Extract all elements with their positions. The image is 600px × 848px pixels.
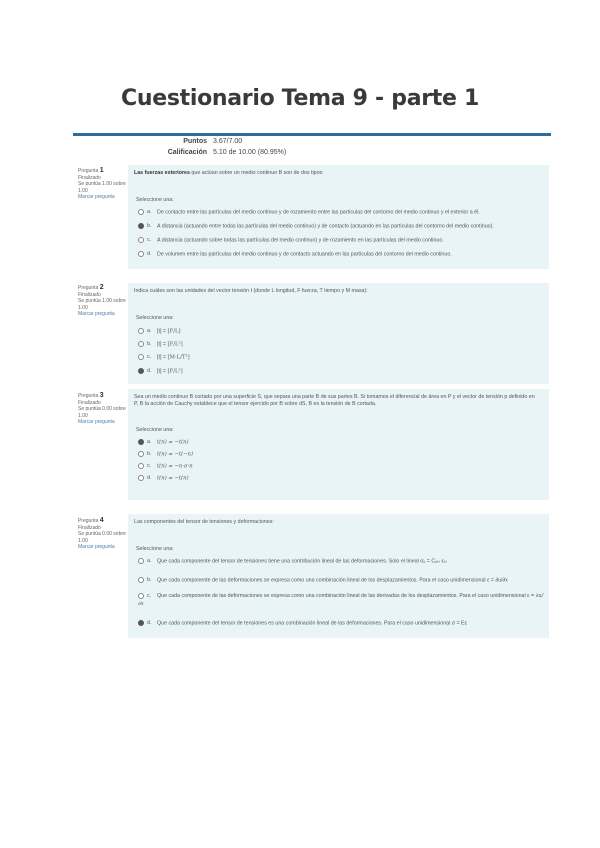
- answer-option[interactable]: a. t(n) = −t(n): [138, 439, 548, 446]
- question-label: Pregunta: [78, 518, 99, 524]
- question-text: Las fuerzas exteriores que actúan sobre un medio continuo B son de dos tipos:: [134, 170, 324, 176]
- grade-label: Calificación: [167, 149, 207, 156]
- flag-question-link[interactable]: Marcar pregunta: [78, 419, 115, 425]
- radio-button[interactable]: [138, 439, 144, 445]
- radio-button[interactable]: [138, 341, 144, 347]
- answer-option[interactable]: c. t(n) = −n·σ·n: [138, 463, 548, 470]
- question-info-2: [78, 285, 128, 318]
- question-info-4: [78, 518, 128, 551]
- question-number: 1: [99, 167, 104, 174]
- radio-button[interactable]: [138, 475, 144, 481]
- question-info-1: [78, 168, 128, 201]
- answer-option[interactable]: d. De volumen entre las partículas del medio continuo y de contacto actuando en las partículas del contorno del medio continuo.: [138, 251, 548, 258]
- radio-button[interactable]: [138, 354, 144, 360]
- radio-button[interactable]: [138, 223, 144, 229]
- question-score: Se puntúa 0.00 sobre 1.00: [78, 406, 126, 419]
- radio-button[interactable]: [138, 463, 144, 469]
- radio-button[interactable]: [138, 577, 144, 583]
- grade-value: 5.10 de 10.00 (80.95%): [213, 149, 287, 156]
- radio-button[interactable]: [138, 593, 144, 599]
- question-status: Finalizado: [78, 174, 101, 181]
- answer-option[interactable]: c. A distancia (actuando sobre todas las partículas del medio continuo) y de rozamiento en las partículas del medio continuo.: [138, 237, 548, 244]
- question-status: Finalizado: [78, 399, 101, 406]
- answer-option[interactable]: b. [t] = [F/L²]: [138, 341, 548, 348]
- summary-table: [73, 136, 551, 160]
- answer-option[interactable]: b. Que cada componente de las deformaciones se expresa como una combinación lineal de los desplazamientos. Para el caso unidimensional ε = ∂u/∂x: [138, 577, 548, 584]
- radio-button[interactable]: [138, 620, 144, 626]
- question-label: Pregunta: [78, 168, 99, 174]
- question-content-3: [128, 389, 549, 500]
- answer-option[interactable]: b. A distancia (actuando entre todas las partículas del medio continuo) y de contacto (actuando en las partículas del contorno del medio continuo).: [138, 223, 548, 230]
- question-text: Indica cuáles son las unidades del vector tensión t (donde L longitud, F fuerza, T tiempo y M masa):: [134, 288, 368, 294]
- answer-option[interactable]: a. De contacto entre las partículas del medio continuo y de rozamiento entre las partículas del contorno del medio continuo y el exterior a él.: [138, 209, 548, 216]
- flag-question-link[interactable]: Marcar pregunta: [78, 311, 115, 317]
- points-label: Puntos: [183, 138, 207, 145]
- answer-option[interactable]: c. [t] = [M·L/T²]: [138, 354, 548, 361]
- answer-option[interactable]: a. Que cada componente del tensor de tensiones tiene una contribución lineal de las deformaciones. Solo el lineal σᵢⱼ = Cᵢⱼₖₗ εₖₗ: [138, 558, 548, 565]
- question-number: 3: [99, 392, 104, 399]
- question-content-2: [128, 283, 549, 384]
- question-info-3: [78, 393, 128, 426]
- answer-option[interactable]: c. Que cada componente de las deformaciones se expresa como una combinación lineal de las derivadas de los desplazamientos. Para el caso unidimensional ε = ∂u/∂x: [138, 593, 544, 607]
- question-number: 4: [99, 517, 104, 524]
- radio-button[interactable]: [138, 237, 144, 243]
- question-score: Se puntúa 1.00 sobre 1.00: [78, 298, 126, 311]
- select-label: Seleccione una:: [136, 197, 174, 203]
- select-label: Seleccione una:: [136, 546, 174, 552]
- question-text: Sea un medio continuo B cortado por una superficie S, que separa una parte B de sus partes B. Si tomamos el diferencial de área en P y el vector de tensión p definido en P, B la acción de Cauchy establece que el tensor ejercido por B sobre dS, B es la tensión de B cortada.: [134, 394, 535, 407]
- radio-button[interactable]: [138, 558, 144, 564]
- question-content-1: [128, 165, 549, 269]
- question-status: Finalizado: [78, 291, 101, 298]
- answer-option[interactable]: b. t(n) = −t(−n): [138, 451, 548, 458]
- flag-question-link[interactable]: Marcar pregunta: [78, 194, 115, 200]
- radio-button[interactable]: [138, 451, 144, 457]
- question-content-4: [128, 514, 549, 638]
- flag-question-link[interactable]: Marcar pregunta: [78, 544, 115, 550]
- select-label: Seleccione una:: [136, 315, 174, 321]
- document-title: Cuestionario Tema 9 - parte 1: [120, 86, 479, 111]
- question-status: Finalizado: [78, 524, 101, 531]
- answer-option[interactable]: d. t(n) = −t(n): [138, 475, 548, 482]
- radio-button[interactable]: [138, 328, 144, 334]
- question-number: 2: [99, 284, 104, 291]
- answer-option[interactable]: d. Que cada componente del tensor de tensiones es una combinación lineal de las deformaciones. Para el caso unidimensional σ = Eε: [138, 620, 548, 627]
- answer-option[interactable]: d. [t] = [F/L³]: [138, 368, 548, 375]
- radio-button[interactable]: [138, 209, 144, 215]
- question-text: Las componentes del tensor de tensiones y deformaciones:: [134, 519, 274, 525]
- radio-button[interactable]: [138, 368, 144, 374]
- question-score: Se puntúa 0.00 sobre 1.00: [78, 531, 126, 544]
- question-label: Pregunta: [78, 285, 99, 291]
- select-label: Seleccione una:: [136, 427, 174, 433]
- answer-option[interactable]: a. [t] = [F/L]: [138, 328, 548, 335]
- radio-button[interactable]: [138, 251, 144, 257]
- question-score: Se puntúa 1.00 sobre 1.00: [78, 181, 126, 194]
- question-label: Pregunta: [78, 393, 99, 399]
- points-value: 3.67/7.00: [213, 138, 243, 145]
